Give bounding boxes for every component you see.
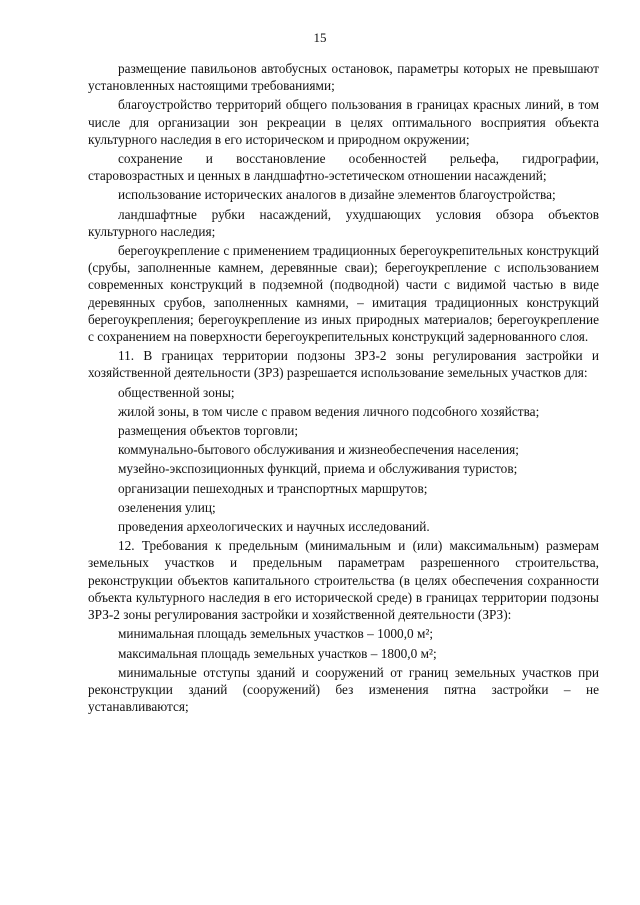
paragraph-section-11: 11. В границах территории подзоны ЗРЗ-2 зоны регулирования застройки и хозяйственной деятельности (ЗРЗ) разрешается использование земельных участков для: [88,348,599,381]
paragraph-bus-pavilions: размещение павильонов автобусных остановок, параметры которых не превышают установленных настоящими требованиями; [88,61,599,94]
paragraph-historical-analogues: использование исторических аналогов в дизайне элементов благоустройства; [118,187,556,203]
page-number: 15 [313,30,327,45]
paragraph-max-plot-area: максимальная площадь земельных участков – 1800,0 м²; [118,645,437,661]
list-item-museum-tourism: музейно-экспозиционных функций, приема и обслуживания туристов; [118,461,518,477]
list-item-residential-zone: жилой зоны, в том числе с правом ведения личного подсобного хозяйства; [118,403,540,419]
list-item-trade: размещения объектов торговли; [118,423,299,439]
list-item-routes: организации пешеходных и транспортных маршрутов; [118,480,428,496]
paragraph-min-plot-area: минимальная площадь земельных участков – 1000,0 м²; [118,626,434,642]
list-item-utilities: коммунально-бытового обслуживания и жизнеобеспечения населения; [118,442,519,458]
list-item-street-greening: озеленения улиц; [118,499,216,515]
paragraph-section-12: 12. Требования к предельным (минимальным и (или) максимальным) размерам земельных участков и предельным параметрам разрешенного строительства, реконструкции объектов капитального строительства (в целях обеспечения сохранности объекта культурного наследия в его исторической среде) в границах территории подзоны ЗРЗ-2 зоны регулирования застройки и хозяйственной деятельности (ЗРЗ): [88,538,599,623]
document-body [88,60,599,715]
list-item-archaeology: проведения археологических и научных исследований. [118,519,430,535]
paragraph-bank-protection: берегоукрепление с применением традиционных берегоукрепительных конструкций (срубы, заполненные камнем, деревянные сваи); берегоукрепление с использованием современных конструкций в подземной (подводной) части с видимой частью в виде деревянных срубов, заполненных камнями, – имитация традиционных конструкций берегоукрепления; берегоукрепление из иных природных материалов; берегоукрепление с сохранением на поверхности берегоукрепительных конструкций задернованного слоя. [88,243,599,345]
paragraph-public-areas-landscaping: благоустройство территорий общего пользования в границах красных линий, в том числе для организации зон рекреации в целях оптимального восприятия объекта культурного наследия в его историческом и природном окружении; [88,97,599,147]
paragraph-relief-preservation: сохранение и восстановление особенностей рельефа, гидрографии, старовозрастных и ценных в ландшафтно-эстетическом отношении насаждений; [88,151,599,184]
paragraph-min-setbacks: минимальные отступы зданий и сооружений от границ земельных участков при реконструкции зданий (сооружений) без изменения пятна застройки – не устанавливаются; [88,664,599,715]
paragraph-landscape-felling: ландшафтные рубки насаждений, ухудшающих условия обзора объектов культурного наследия; [88,206,599,239]
list-item-public-zone: общественной зоны; [118,384,235,400]
